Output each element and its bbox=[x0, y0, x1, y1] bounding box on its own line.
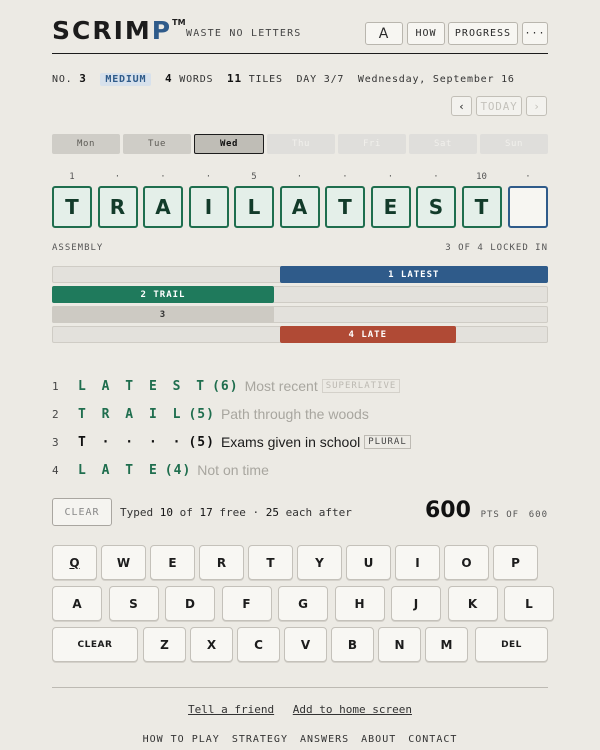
letter-tile[interactable]: E bbox=[371, 186, 411, 228]
clue-length: (5) bbox=[188, 434, 215, 450]
key-p[interactable]: P bbox=[493, 545, 538, 580]
key-t[interactable]: T bbox=[248, 545, 293, 580]
key-x[interactable]: X bbox=[190, 627, 233, 662]
letter-tile[interactable]: I bbox=[189, 186, 229, 228]
clue-row[interactable] bbox=[52, 433, 411, 451]
tile-index: 10 bbox=[476, 172, 487, 182]
tile-index: · bbox=[525, 172, 531, 182]
assembly-track bbox=[52, 286, 548, 303]
clue-row[interactable] bbox=[52, 405, 369, 423]
footer-link-how-to-play[interactable]: HOW TO PLAY bbox=[142, 734, 220, 745]
assembly-bar: 4 LATE bbox=[280, 326, 457, 343]
clue-length: (6) bbox=[212, 378, 239, 394]
date-label: Wednesday, September 16 bbox=[357, 74, 515, 85]
assembly-track bbox=[52, 306, 548, 323]
clear-button[interactable]: CLEAR bbox=[52, 498, 112, 526]
clue-text: Not on time bbox=[197, 462, 269, 478]
tile-index: 1 bbox=[69, 172, 75, 182]
clue-length: (4) bbox=[164, 462, 192, 478]
logo: SCRIMP™ bbox=[52, 16, 186, 45]
previous-day-button[interactable]: ‹ bbox=[451, 96, 472, 116]
key-d[interactable]: D bbox=[165, 586, 215, 621]
clue-row[interactable] bbox=[52, 461, 269, 479]
day-tab-fri[interactable]: Fri bbox=[338, 134, 406, 154]
tile-row bbox=[52, 186, 548, 228]
assembly-bar: 2 TRAIL bbox=[52, 286, 274, 303]
progress-button[interactable]: PROGRESS bbox=[448, 22, 518, 45]
key-y[interactable]: Y bbox=[297, 545, 342, 580]
difficulty-badge: MEDIUM bbox=[100, 73, 151, 86]
clue-number: 1 bbox=[52, 379, 59, 393]
add-to-home-screen-link[interactable]: Add to home screen bbox=[292, 703, 412, 716]
tell-a-friend-link[interactable]: Tell a friend bbox=[188, 703, 275, 716]
day-tab-sat[interactable]: Sat bbox=[409, 134, 477, 154]
footer-link-answers[interactable]: ANSWERS bbox=[299, 734, 350, 745]
divider bbox=[52, 687, 548, 688]
assembly-bar: 1 LATEST bbox=[280, 266, 549, 283]
key-clear[interactable]: CLEAR bbox=[52, 627, 138, 662]
clue-length: (5) bbox=[188, 406, 215, 422]
clue-answer: L A T E S T bbox=[78, 378, 209, 394]
tile-index: · bbox=[296, 172, 303, 182]
today-button[interactable]: TODAY bbox=[476, 96, 522, 116]
clue-text: Most recent bbox=[244, 378, 318, 394]
day-tab-mon[interactable]: Mon bbox=[52, 134, 120, 154]
tile-index: 5 bbox=[251, 172, 257, 182]
key-k[interactable]: K bbox=[448, 586, 498, 621]
footer-link-about[interactable]: ABOUT bbox=[361, 734, 397, 745]
tile-index-row bbox=[52, 172, 548, 184]
tile-index: · bbox=[433, 172, 439, 182]
score-value: 600 bbox=[425, 498, 471, 523]
key-e[interactable]: E bbox=[150, 545, 195, 580]
key-o[interactable]: O bbox=[444, 545, 489, 580]
key-m[interactable]: M bbox=[425, 627, 468, 662]
tile-index: · bbox=[114, 172, 121, 182]
score-max: 600 bbox=[528, 510, 548, 520]
tagline: WASTE NO LETTERS bbox=[186, 28, 302, 39]
assembly-label: ASSEMBLY bbox=[52, 243, 104, 253]
letter-tile[interactable]: T bbox=[462, 186, 502, 228]
clue-number: 3 bbox=[52, 435, 59, 449]
clue-tag: SUPERLATIVE bbox=[322, 379, 401, 393]
font-size-button[interactable]: A bbox=[365, 22, 403, 45]
key-f[interactable]: F bbox=[222, 586, 272, 621]
key-del[interactable]: DEL bbox=[475, 627, 548, 662]
letter-tile[interactable]: A bbox=[280, 186, 320, 228]
clue-number: 4 bbox=[52, 463, 59, 477]
clue-text: Exams given in school bbox=[220, 434, 361, 450]
day-tab-sun[interactable]: Sun bbox=[480, 134, 548, 154]
tile-index: · bbox=[387, 172, 394, 182]
clue-answer: L A T E bbox=[78, 462, 161, 478]
day-tab-tue[interactable]: Tue bbox=[123, 134, 191, 154]
assembly-track bbox=[52, 326, 548, 343]
key-z[interactable]: Z bbox=[143, 627, 186, 662]
score: 600 PTS OF 600 bbox=[425, 498, 548, 523]
clue-number: 2 bbox=[52, 407, 59, 421]
tile-index: · bbox=[160, 172, 166, 182]
day-tab-thu[interactable]: Thu bbox=[267, 134, 335, 154]
typed-status: Typed 10 of 17 free · 25 each after bbox=[120, 506, 352, 519]
letter-tile[interactable]: S bbox=[416, 186, 456, 228]
tile-index: · bbox=[205, 172, 212, 182]
footer-link-strategy[interactable]: STRATEGY bbox=[231, 734, 288, 745]
key-g[interactable]: G bbox=[278, 586, 328, 621]
clue-answer: T R A I L bbox=[78, 406, 185, 422]
key-v[interactable]: V bbox=[284, 627, 327, 662]
clue-row[interactable] bbox=[52, 377, 400, 395]
footer-link-contact[interactable]: CONTACT bbox=[408, 734, 458, 745]
clue-text: Path through the woods bbox=[220, 406, 369, 422]
key-a[interactable]: A bbox=[52, 586, 102, 621]
assembly-track bbox=[52, 266, 548, 283]
letter-tile[interactable]: R bbox=[98, 186, 138, 228]
key-s[interactable]: S bbox=[109, 586, 159, 621]
key-u[interactable]: U bbox=[346, 545, 391, 580]
key-c[interactable]: C bbox=[237, 627, 280, 662]
letter-tile[interactable]: T bbox=[325, 186, 365, 228]
letter-tile[interactable]: T bbox=[52, 186, 92, 228]
key-w[interactable]: W bbox=[101, 545, 146, 580]
footer-nav bbox=[0, 734, 600, 745]
clue-answer: T · · · · bbox=[78, 434, 185, 450]
letter-tile[interactable]: L bbox=[234, 186, 274, 228]
letter-tile[interactable]: A bbox=[143, 186, 183, 228]
key-q[interactable]: Q bbox=[52, 545, 97, 580]
key-i[interactable]: I bbox=[395, 545, 440, 580]
next-day-button[interactable]: › bbox=[526, 96, 547, 116]
key-r[interactable]: R bbox=[199, 545, 244, 580]
tile-index: · bbox=[342, 172, 348, 182]
share-links bbox=[0, 703, 600, 716]
more-menu-button[interactable]: ··· bbox=[522, 22, 548, 45]
key-b[interactable]: B bbox=[331, 627, 374, 662]
key-l[interactable]: L bbox=[504, 586, 554, 621]
key-h[interactable]: H bbox=[335, 586, 385, 621]
header bbox=[52, 16, 548, 54]
clue-tag: PLURAL bbox=[364, 435, 411, 449]
key-n[interactable]: N bbox=[378, 627, 421, 662]
assembly-bar: 3 bbox=[52, 306, 274, 323]
empty-tile[interactable] bbox=[508, 186, 548, 228]
locked-count: 3 OF 4 LOCKED IN bbox=[445, 243, 548, 253]
how-button[interactable]: HOW bbox=[407, 22, 445, 45]
puzzle-meta: NO. 3 MEDIUM 4 WORDS 11 TILES DAY 3/7 Wednesday, September 16 bbox=[52, 72, 515, 85]
key-j[interactable]: J bbox=[391, 586, 441, 621]
day-tab-wed[interactable]: Wed bbox=[194, 134, 264, 154]
day-selector bbox=[52, 134, 548, 154]
